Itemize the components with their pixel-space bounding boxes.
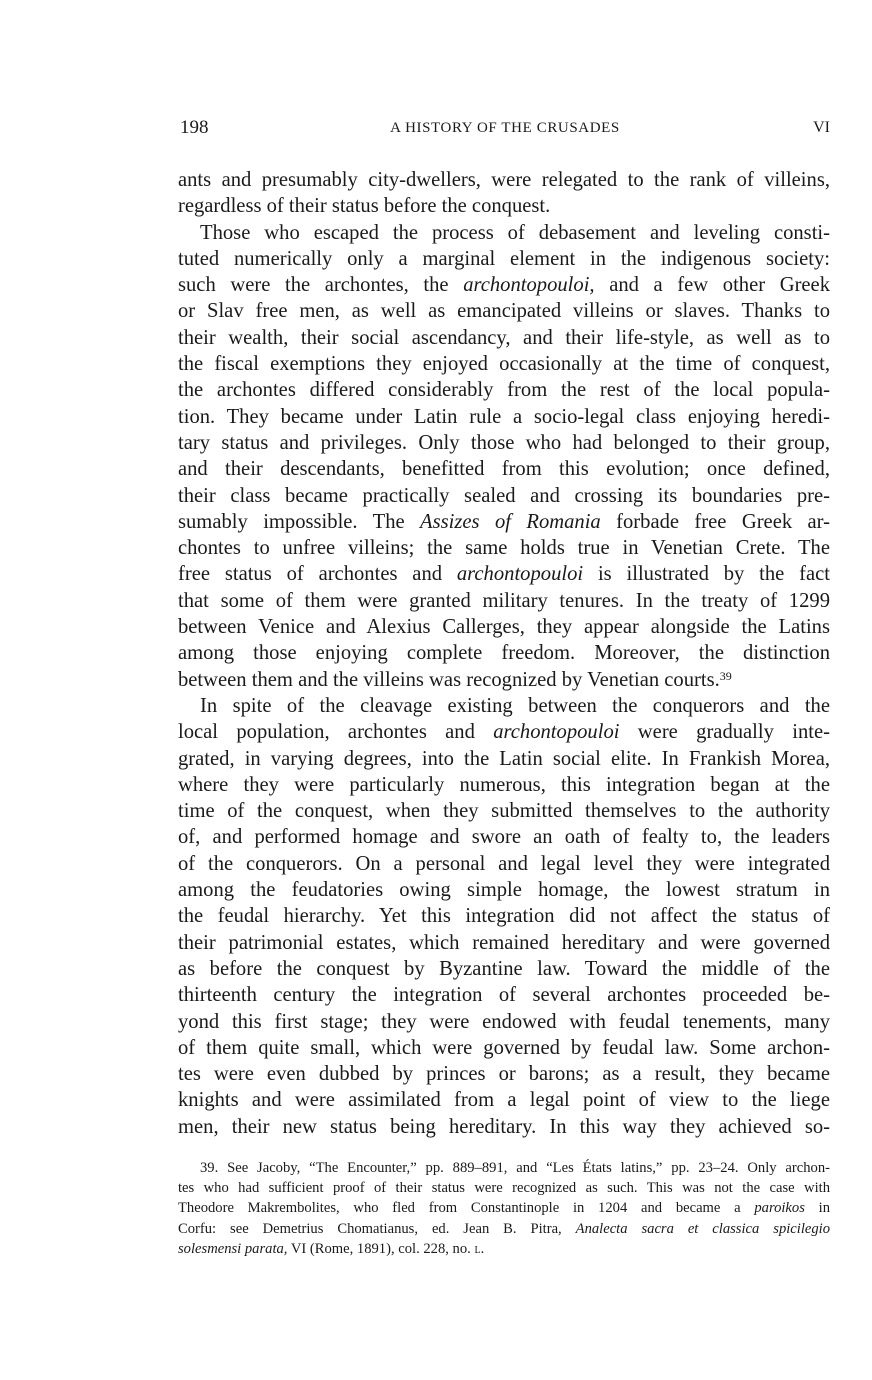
text-line: or Slav free men, as well as emancipated villeins or slaves. Thanks to [178, 300, 830, 323]
text-line: their class became practically sealed and crossing its boundaries pre- [178, 484, 830, 507]
text-line: ants and presumably city-dwellers, were relegated to the rank of villeins, [178, 169, 830, 191]
footnote-line [178, 1219, 830, 1239]
text-line: of them quite small, which were governed by feudal law. Some archon- [178, 1036, 830, 1059]
text-line: yond this first stage; they were endowed with feudal tenements, many [178, 1010, 830, 1033]
text-line: grated, in varying degrees, into the Latin social elite. In Frankish Morea, [178, 747, 830, 770]
text-line: tuted numerically only a marginal element in the indigenous society: [178, 247, 830, 270]
text-span: and a few other Greek [594, 274, 830, 297]
text-span: between them and the villeins was recognized by Venetian courts. [178, 668, 720, 691]
text-line: their wealth, their social ascendancy, and their life-style, as well as to [178, 326, 830, 349]
volume-number: VI [813, 119, 830, 136]
italic-title: solesmensi parata, [178, 1240, 288, 1257]
footnote-line: 39. See Jacoby, “The Encounter,” pp. 889–891, and “Les États latins,” pp. 23–24. Only archon- [200, 1160, 830, 1176]
text-span: such were the archontes, the [178, 274, 464, 297]
text-line: the fiscal exemptions they enjoyed occasionally at the time of conquest, [178, 353, 830, 376]
footnote-line [178, 1198, 830, 1218]
text-line: men, their new status being hereditary. In this way they achieved so- [178, 1115, 830, 1138]
italic-title: Analecta sacra et classica spicilegio [575, 1220, 831, 1237]
text-span: Theodore Makrembolites, who fled from Constantinople in 1204 and became a [178, 1200, 755, 1217]
body-text [178, 167, 830, 1140]
text-line: time of the conquest, when they submitted themselves to the authority [178, 800, 830, 823]
text-line: Those who escaped the process of debasement and leveling consti- [200, 221, 830, 244]
text-line: among the feudatories owing simple homage, the lowest stratum in [178, 879, 830, 902]
text-line: tary status and privileges. Only those who had belonged to their group, [178, 431, 830, 454]
footnote-line [178, 1239, 830, 1259]
text-line [178, 719, 830, 745]
text-span: VI (Rome, 1891), col. 228, no. [287, 1240, 475, 1257]
text-line: their patrimonial estates, which remained hereditary and were governed [178, 931, 830, 954]
italic-title: Assizes of Romania [420, 510, 601, 533]
text-line: the archontes differed considerably from the rest of the local popula- [178, 379, 830, 402]
italic-term: archontopouloi [456, 563, 584, 586]
text-span: in [804, 1200, 830, 1217]
text-line [178, 561, 830, 587]
text-span: forbade free Greek ar- [600, 510, 830, 533]
text-span: were gradually inte- [619, 721, 830, 744]
text-line: tes were even dubbed by princes or barons; as a result, they became [178, 1063, 830, 1086]
paragraph-1 [178, 167, 830, 220]
text-span: is illustrated by the fact [583, 563, 830, 586]
text-line: regardless of their status before the conquest. [178, 195, 551, 218]
page-number: 198 [180, 117, 209, 138]
text-line: between Venice and Alexius Callerges, they appear alongside the Latins [178, 616, 830, 639]
text-line: the feudal hierarchy. Yet this integration did not affect the status of [178, 905, 830, 928]
italic-term: archontopouloi, [463, 274, 595, 297]
text-line: In spite of the cleavage existing between the conquerors and the [200, 694, 830, 717]
text-line: thirteenth century the integration of several archontes proceeded be- [178, 984, 830, 1007]
footnote-39 [178, 1158, 830, 1259]
italic-term: paroikos [754, 1200, 805, 1217]
paragraph-3 [178, 693, 830, 1140]
text-line: where they were particularly numerous, this integration began at the [178, 773, 830, 796]
text-line: of, and performed homage and swore an oath of fealty to, the leaders [178, 826, 830, 849]
text-line [178, 667, 830, 693]
footnote-line: tes who had sufficient proof of their status were recognized as such. This was not the case with [178, 1180, 830, 1197]
paragraph-2 [178, 220, 830, 693]
text-line: tion. They became under Latin rule a socio-legal class enjoying heredi- [178, 405, 830, 428]
footnote-reference[interactable]: 39 [719, 668, 732, 683]
text-span: . [480, 1240, 485, 1257]
text-line [178, 272, 830, 298]
text-span: sumably impossible. The [178, 510, 421, 533]
text-line: as before the conquest by Byzantine law. Toward the middle of the [178, 957, 830, 980]
text-line: knights and were assimilated from a legal point of view to the liege [178, 1089, 830, 1112]
italic-term: archontopouloi [493, 721, 620, 744]
text-line: of the conquerors. On a personal and legal level they were integrated [178, 852, 830, 875]
text-line: chontes to unfree villeins; the same holds true in Venetian Crete. The [178, 537, 830, 560]
running-header [180, 116, 830, 140]
running-title: A HISTORY OF THE CRUSADES [390, 120, 620, 136]
text-line: and their descendants, benefitted from this evolution; once defined, [178, 458, 830, 481]
text-line: among those enjoying complete freedom. Moreover, the distinction [178, 642, 830, 665]
text-line: that some of them were granted military tenures. In the treaty of 1299 [178, 589, 830, 612]
small-caps-text: l [474, 1240, 481, 1257]
text-span: local population, archontes and [178, 721, 494, 744]
text-span: free status of archontes and [178, 563, 457, 586]
text-span: Corfu: see Demetrius Chomatianus, ed. Jean B. Pitra, [178, 1220, 576, 1237]
text-line [178, 509, 830, 535]
